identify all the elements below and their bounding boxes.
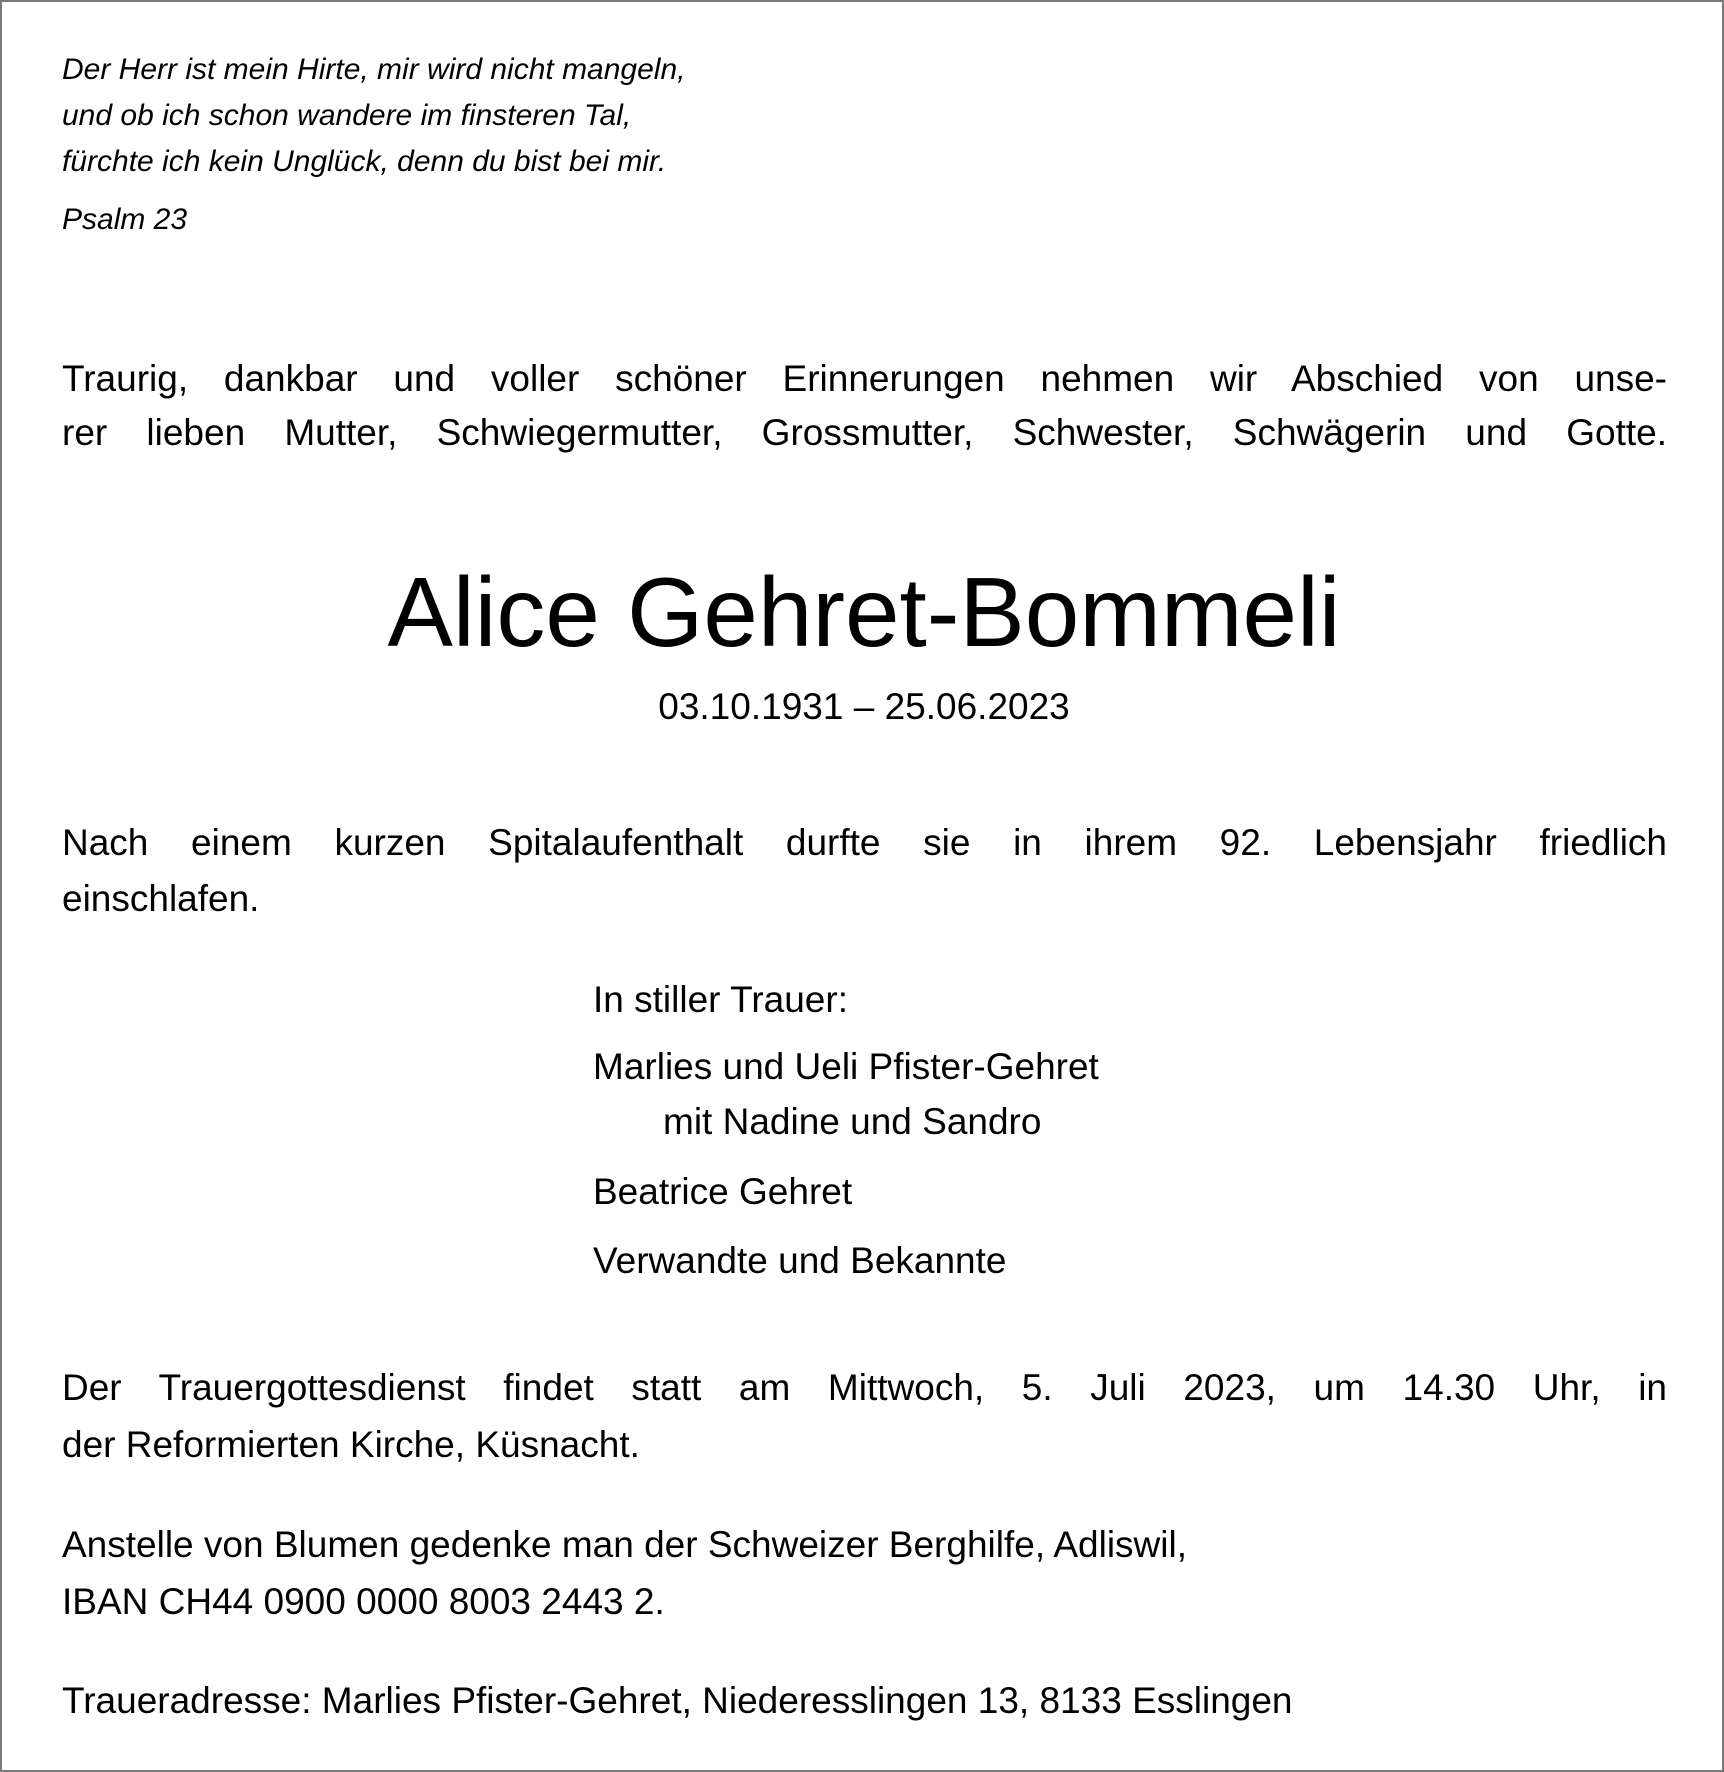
passing-line: Nach einem kurzen Spitalaufenthalt durfte sie in ihrem 92. Lebensjahr friedlich xyxy=(62,822,1667,863)
mourner-entry: Beatrice Gehret xyxy=(593,1171,853,1212)
life-dates: 03.10.1931 – 25.06.2023 xyxy=(658,686,1070,727)
mourner-entry: mit Nadine und Sandro xyxy=(663,1101,1042,1142)
service-line: Der Trauergottesdienst findet statt am Mittwoch, 5. Juli 2023, um 14.30 Uhr, in xyxy=(62,1367,1667,1408)
donation-line: IBAN CH44 0900 0000 8003 2443 2. xyxy=(62,1581,665,1622)
mourner-entry: Marlies und Ueli Pfister-Gehret xyxy=(593,1046,1099,1087)
mourning-address: Traueradresse: Marlies Pfister-Gehret, Niederesslingen 13, 8133 Esslingen xyxy=(62,1680,1293,1721)
psalm-line: Der Herr ist mein Hirte, mir wird nicht mangeln, xyxy=(62,53,686,86)
psalm-line: fürchte ich kein Unglück, denn du bist bei mir. xyxy=(62,145,667,178)
donation-line: Anstelle von Blumen gedenke man der Schweizer Berghilfe, Adliswil, xyxy=(62,1524,1187,1565)
intro-line: Traurig, dankbar und voller schöner Erinnerungen nehmen wir Abschied von unse- xyxy=(62,358,1667,399)
deceased-name: Alice Gehret-Bommeli xyxy=(387,557,1341,667)
service-line: der Reformierten Kirche, Küsnacht. xyxy=(62,1424,640,1465)
mourner-entry: Verwandte und Bekannte xyxy=(593,1240,1007,1281)
mourners-heading: In stiller Trauer: xyxy=(593,979,848,1020)
intro-line: rer lieben Mutter, Schwiegermutter, Grossmutter, Schwester, Schwägerin und Gotte. xyxy=(62,412,1667,453)
passing-line: einschlafen. xyxy=(62,878,260,919)
psalm-source: Psalm 23 xyxy=(62,203,188,236)
psalm-line: und ob ich schon wandere im finsteren Tal, xyxy=(62,99,632,132)
